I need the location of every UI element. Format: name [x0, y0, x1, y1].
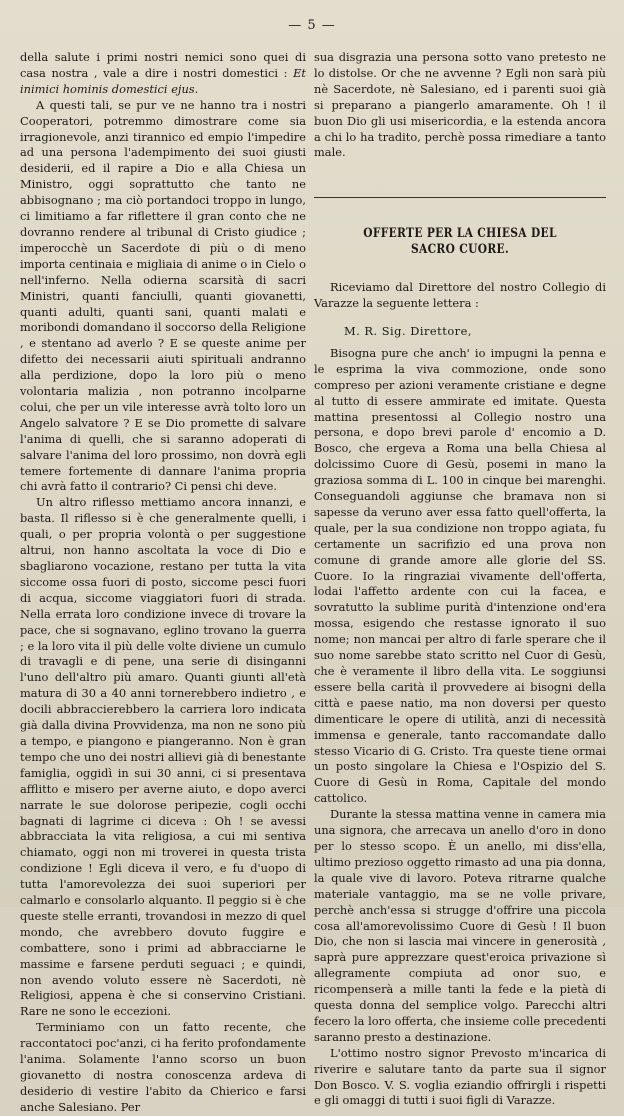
- continuation-paragraph: sua disgrazia una persona sotto vano pretesto ne lo distolse. Or che ne avvenne ? Egli non sarà più nè Sacerdote, nè Salesiano, ed i parenti suoi già si preparano a piangerlo amaramente. Oh ! il buon Dio gli usi misericordia, e la estenda ancora a chi lo ha tradito, perchè possa rimediare a tanto male.: [314, 50, 606, 160]
- right-column: [314, 50, 606, 1109]
- page-number: — 5 —: [288, 18, 336, 33]
- left-column: [20, 50, 306, 1116]
- letter-salutation: M. R. Sig. Direttore,: [344, 323, 472, 338]
- paragraph-3: Un altro riflesso mettiamo ancora innanzi, e basta. Il riflesso si è che generalmente quelli, i quali, o per propria volontà o per suggestione altrui, non hanno ascoltata la voce di Dio e sbagliarono vocazione, restano per tutta la vita siccome ossa fuori di posto, siccome pesci fuori di acqua, siccome viaggiatori fuori di strada. Nella errata loro condizione invece di trovare la pace, che si sognavano, eglino trovano la guerra ; e la loro vita il più delle volte diviene un cumulo di travagli e di pene, una serie di disinganni l'uno dell'altro più amaro. Quanti giunti all'età matura di 30 a 40 anni tornerebbero indietro , e docili abbraccierebbero la carriera loro indicata già dalla divina Provvidenza, ma non ne sono più a tempo, e piangono e piangeranno. Non è gran tempo che uno dei nostri allievi già di benestante famiglia, oggidì in sui 30 anni, ci si presentava afflitto e misero per averne aiuto, e dopo averci narrate le sue dolorose peripezie, cogli occhi bagnati di lagrime ci diceva : Oh ! se avessi abbracciata la vita religiosa, a cui mi sentiva chiamato, oggi non mi troverei in questa trista condizione ! Egli diceva il vero, e fu d'uopo di tutta l'amorevolezza dei suoi superiori per calmarlo e consolarlo alquanto. Il peggio si è che queste stelle erranti, trovandosi in mezzo di quel mondo, che avrebbero dovuto fuggire e combattere, sono i primi ad abbracciarne le massime e farsene perduti seguaci ; e quindi, non avendo voluto essere nè Sacerdoti, nè Religiosi, appena è che si conservino Cristiani. Rare ne sono le eccezioni.: [20, 495, 306, 1019]
- paragraph-4: Terminiamo con un fatto recente, che raccontatoci poc'anzi, ci ha ferito profondamente l'anima. Solamente l'anno scorso un buon giovanetto di nostra conoscenza ardeva di desiderio di vestire l'abito da Chierico e farsi anche Salesiano. Per: [20, 1020, 306, 1114]
- letter-paragraph-3: L'ottimo nostro signor Prevosto m'incarica di riverire e salutare tanto da parte sua il signor Don Bosco. V. S. voglia eziandio offrirgli i rispetti e gli omaggi di tutti i suoi figli di Varazze.: [314, 1045, 606, 1108]
- letter-intro: Riceviamo dal Direttore del nostro Collegio di Varazze la seguente lettera :: [314, 280, 606, 311]
- latin-quote: Et inimici hominis domestici ejus.: [20, 65, 306, 96]
- section-heading: OFFERTE PER LA CHIESA DEL SACRO CUORE.: [363, 226, 557, 258]
- paragraph-1-text: della salute i primi nostri nemici sono quei di casa nostra , vale a dire i nostri domestici :: [20, 50, 306, 80]
- letter-paragraph-2: Durante la stessa mattina venne in camera mia una signora, che arrecava un anello d'oro in dono per lo stesso scopo. È un anello, mi diss'ella, ultimo prezioso oggetto rimasto ad una pia donna, la quale vive di lavoro. Poteva ritrarne qualche materiale vantaggio, ma se ne volle privare, perchè anch'essa si strugge d'offrire una piccola cosa all'amorevolissimo Cuore di Gesù ! Il buon Dio, che non si lascia mai vincere in generosità , saprà pure apprezzare quest'eroica privazione sì allegramente compiuta ad onor suo, e ricompenserà a mille tanti la fede e la pietà di questa donna del semplice volgo. Parecchi altri fecero la loro offerta, che insieme colle precedenti saranno presto a destinazione.: [314, 807, 606, 1044]
- paragraph-2: A questi tali, se pur ve ne hanno tra i nostri Cooperatori, potremmo dimostrare come sia irragionevole, anzi tirannico ed empio l'impedire ad una persona l'adempimento dei suoi giusti desiderii, ed il rapire a Dio e alla Chiesa un Ministro, oggi soprattutto che tanto ne abbisognano ; ma ciò portandoci troppo in lungo, ci limitiamo a far riflettere il gran conto che ne dovranno rendere al tribunal di Cristo giudice ; imperocchè un Sacerdote di più o di meno importa centinaia e migliaia di anime o in Cielo o nell'inferno. Nella odierna scarsità di sacri Ministri, quanti fanciulli, quanti giovanetti, quanti adulti, quanti sani, quanti malati e moribondi domandano il soccorso della Religione , e stentano ad averlo ? E se queste anime per difetto dei necessarii aiuti spirituali andranno alla perdizione, dopo la loro più o meno volontaria malizia , non potranno incolparne colui, che per un vile interesse avrà tolto loro un Angelo salvatore ? E se Dio promette di salvare l'anima di quelli, che si saranno adoperati di salvare l'anima del loro prossimo, non dovrà egli temere fortemente di dannare l'anima propria chi avrà fatto il contrario? Ci pensi chi deve.: [20, 97, 306, 494]
- section-divider: [314, 197, 606, 198]
- letter-paragraph-1: Bisogna pure che anch' io impugni la penna e le esprima la viva commozione, onde sono compreso per azioni veramente cristiane e degne al tutto di essere ammirate ed imitate. Questa mattina presentossi al Collegio nostro una persona, e dopo brevi parole d' encomio a D. Bosco, che ergeva a Roma una bella Chiesa al dolcissimo Cuore di Gesù, posemi in mano la graziosa somma di L. 100 in cinque bei marenghi. Conseguandoli aggiunse che bramava non si sapesse da veruno aver essa fatto quell'offerta, la quale, per la sua condizione non troppo agiata, fu certamente un sacrifizio ed una prova non comune di grande amore alle glorie del SS. Cuore. Io la ringraziai vivamente dell'offerta, lodai l'affetto ardente con cui la facea, e sovratutto la sublime purità d'intenzione ond'era mossa, esigendo che restasse ignorato il suo nome; non mancai per altro di farle sperare che il suo nome sarebbe stato scritto nel Cuor di Gesù, che è veramente il libro della vita. Le soggiunsi essere bella carità il provvedere ai bisogni della città e paese natio, ma non doversi per questo dimenticare le opere di utilità, anzi di necessità immensa e generale, tanto raccomandate dallo stesso Vicario di G. Cristo. Tra queste tiene ormai un posto singolare la Chiesa e l'Ospizio del S. Cuore di Gesù in Roma, Capitale del mondo cattolico.: [314, 345, 606, 806]
- paragraph-1: [20, 50, 306, 98]
